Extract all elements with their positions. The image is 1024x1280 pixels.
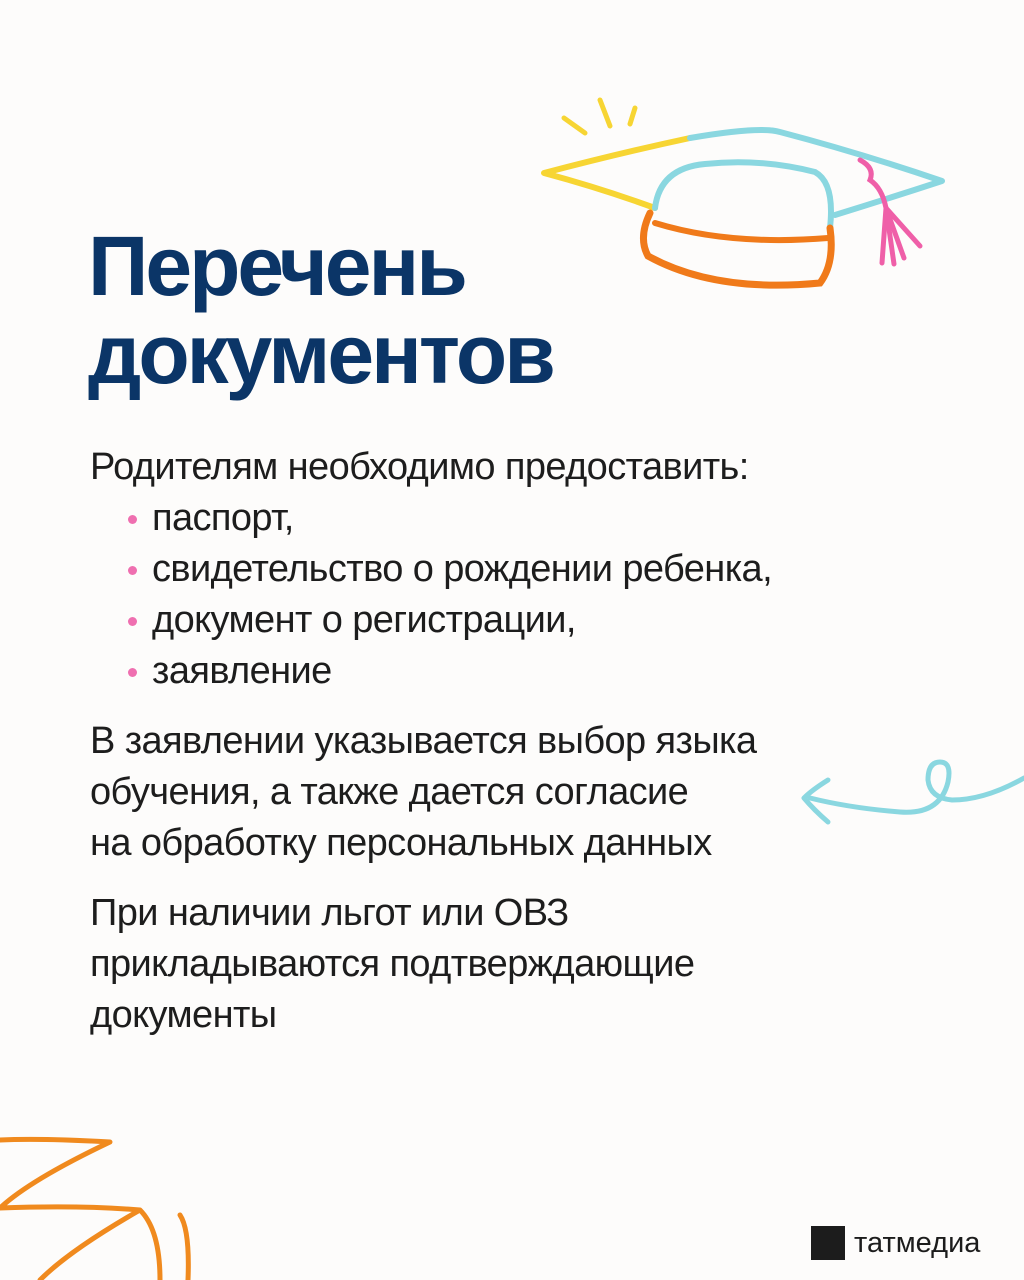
list-item: заявление [90, 646, 970, 697]
title-line-1: Перечень [88, 219, 465, 313]
bullet-icon [128, 668, 137, 677]
content [90, 442, 970, 1060]
bullet-icon [128, 566, 137, 575]
documents-list [90, 493, 970, 697]
intro-text: Родителям необходимо предоставить: [90, 446, 749, 488]
list-item: паспорт, [90, 493, 970, 544]
brand-logo [811, 1226, 980, 1260]
application-paragraph: В заявлении указывается выбор языка обучения, а также дается согласие на обработку персональных данных [90, 720, 757, 864]
list-item: свидетельство о рождении ребенка, [90, 544, 970, 595]
brand-name: татмедиа [854, 1226, 981, 1259]
tatmedia-logo-mark [811, 1226, 845, 1260]
scribble-decoration [0, 1120, 220, 1280]
bullet-icon [128, 617, 137, 626]
graduation-cap-icon [530, 88, 960, 313]
title-line-2: документов [88, 307, 553, 401]
list-item: документ о регистрации, [90, 595, 970, 646]
benefits-paragraph: При наличии льгот или ОВЗ прикладываются подтверждающие документы [90, 892, 695, 1036]
page-title [88, 219, 553, 401]
bullet-icon [128, 515, 137, 524]
